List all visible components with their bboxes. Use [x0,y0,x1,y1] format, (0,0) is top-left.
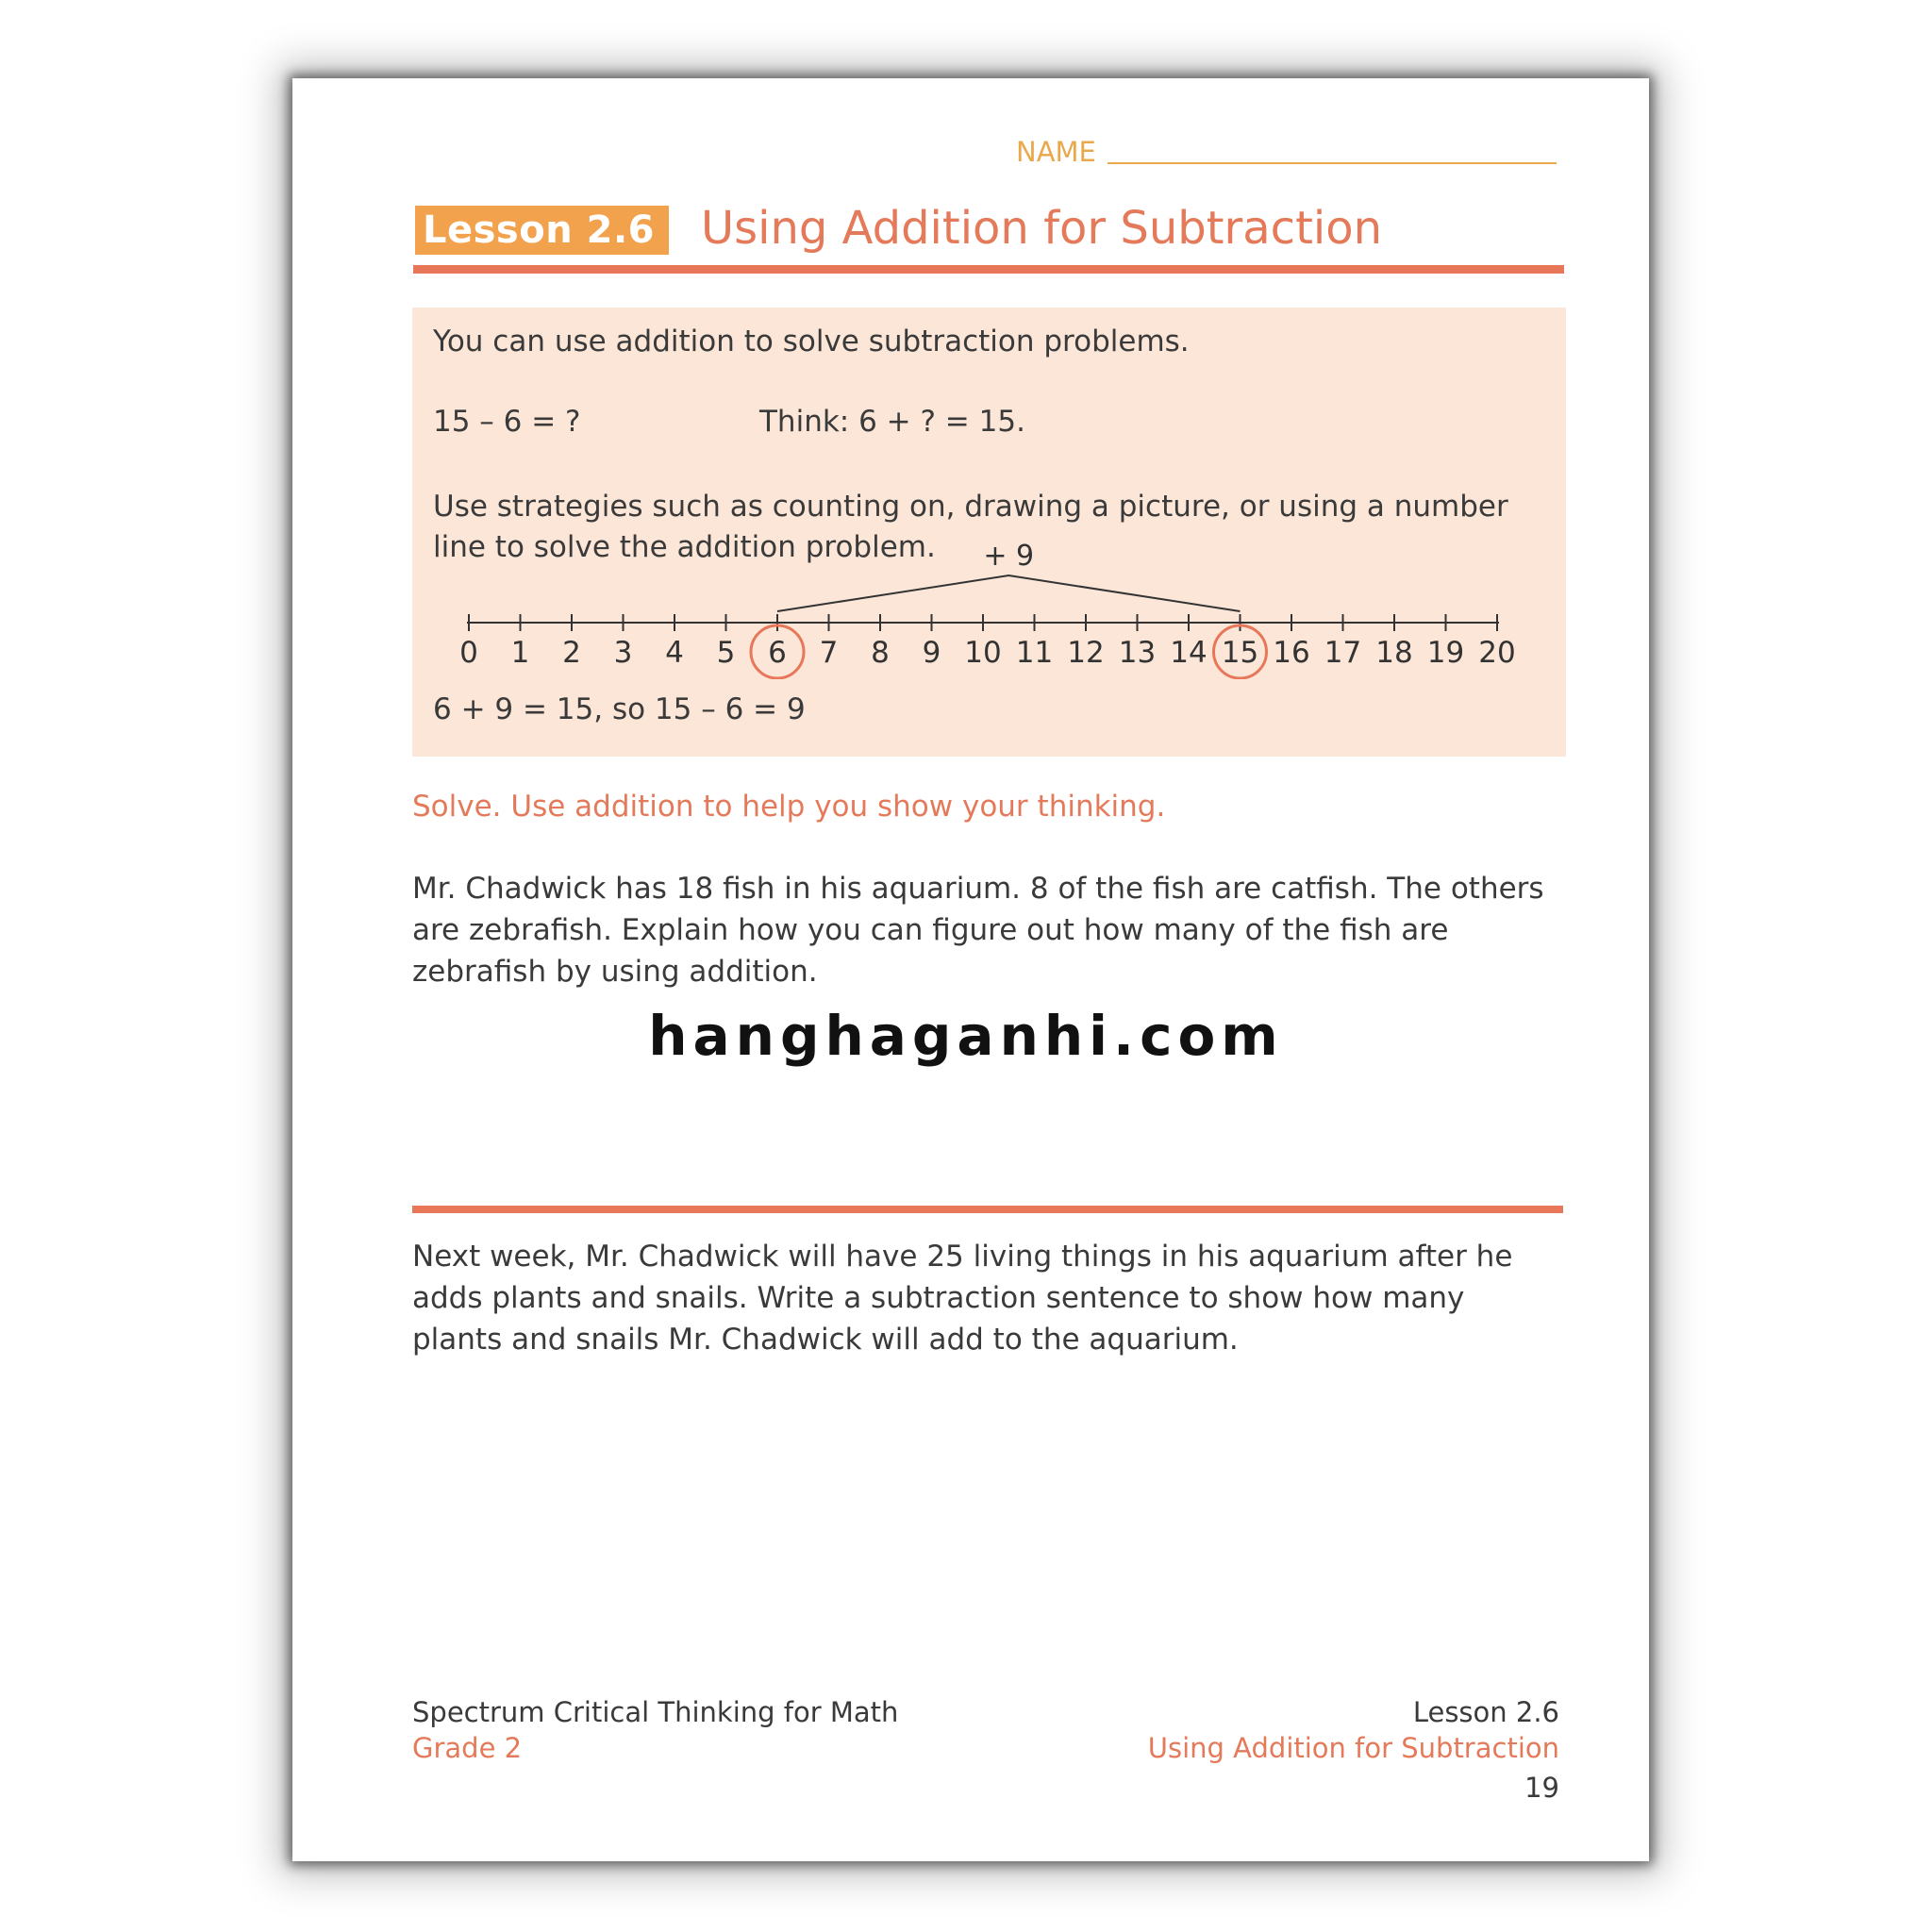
number-line [412,538,1566,679]
title-divider [413,265,1564,274]
footer-lesson: Lesson 2.6 [1412,1696,1559,1728]
example-summary: 6 + 9 = 15, so 15 – 6 = 9 [433,692,806,726]
problem-2: Next week, Mr. Chadwick will have 25 living things in his aquarium after he adds plants and snails. Write a subtraction sentence to show how many plants and snails Mr. Chadwick will add to the aquarium. [412,1240,1513,1357]
footer-lesson-title: Using Addition for Subtraction [1147,1732,1559,1764]
page-number: 19 [1524,1772,1559,1804]
footer-grade: Grade 2 [412,1732,523,1764]
page-title: Using Addition for Subtraction [701,202,1383,255]
name-input-line[interactable] [1108,162,1557,164]
watermark: hanghaganhi.com [648,1004,1284,1068]
tick-label: 8 [871,636,890,670]
tick-label: 17 [1324,636,1362,670]
lesson-badge: Lesson 2.6 [415,206,669,255]
jump-label: + 9 [983,540,1035,573]
tick-label: 4 [665,636,684,670]
tick-label: 7 [819,636,839,670]
name-label: NAME [1016,136,1096,168]
jump-arc [777,575,1241,611]
tick-label: 11 [1015,636,1054,670]
tick-label: 14 [1170,636,1208,670]
footer-book-title: Spectrum Critical Thinking for Math [412,1696,899,1728]
tick-label: 12 [1067,636,1105,670]
tick-label: 5 [716,636,736,670]
tick-label: 19 [1426,636,1465,670]
tick-label: 18 [1375,636,1413,670]
instructions: Solve. Use addition to help you show your thinking. [412,790,1166,824]
tick-label: 15 [1221,636,1259,670]
tick-label: 9 [922,636,941,670]
problem-1: Mr. Chadwick has 18 fish in his aquarium. 8 of the fish are catfish. The others are zebrafish. Explain how you can figure out how many of the fish are zebrafish by using addition. [412,872,1544,989]
tick-label: 16 [1273,636,1310,670]
tick-label: 10 [964,636,1002,670]
tick-label: 0 [459,636,478,670]
strategies-text: Use strategies such as counting on, drawing a picture, or using a number line to solve the addition problem. [433,490,1508,564]
section-divider [412,1206,1563,1213]
tick-label: 2 [562,636,581,670]
tick-label: 20 [1478,636,1516,670]
example-equation: 15 – 6 = ? [433,405,581,439]
tick-label: 13 [1118,636,1157,670]
think-text: Think: 6 + ? = 15. [759,405,1025,439]
tick-label: 3 [613,636,633,670]
intro-text: You can use addition to solve subtraction problems. [433,325,1190,358]
tick-label: 6 [768,636,787,670]
tick-label: 1 [510,636,530,670]
